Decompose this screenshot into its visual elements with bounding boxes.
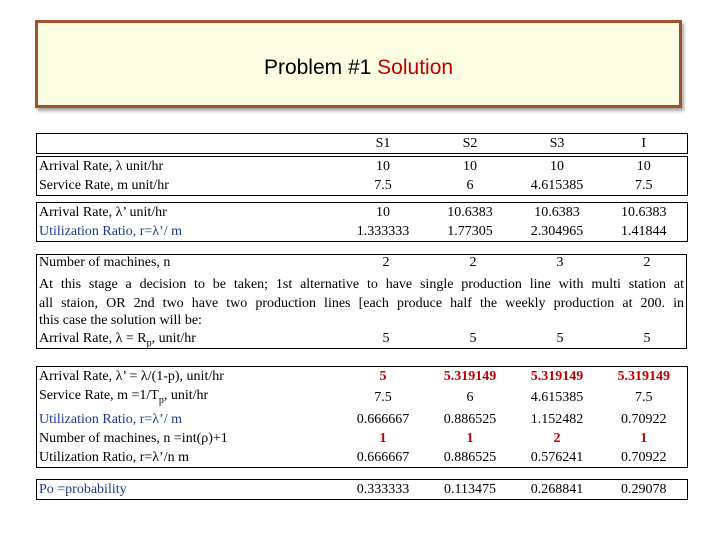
cell: 1 bbox=[379, 430, 387, 446]
cell: 0.29078 bbox=[621, 482, 667, 497]
table-row bbox=[37, 410, 688, 429]
cell: 7.5 bbox=[374, 390, 392, 406]
title-highlight: Solution bbox=[377, 56, 454, 79]
probability-table bbox=[36, 479, 688, 500]
cell: 1.77305 bbox=[447, 224, 493, 239]
cell: 6 bbox=[466, 390, 474, 406]
row-label: Po =probability bbox=[39, 482, 127, 497]
title-prefix: Problem #1 bbox=[263, 56, 378, 79]
cell: 2 bbox=[643, 255, 651, 270]
row-label: Arrival Rate, λ’ = λ/(1-p), unit/hr bbox=[39, 369, 224, 384]
row-label: Utilization Ratio, r=λ’/n m bbox=[39, 449, 189, 465]
cell: 7.5 bbox=[374, 178, 392, 193]
cell: 1.152482 bbox=[530, 411, 584, 427]
col-header-i: I bbox=[641, 136, 647, 151]
col-header-s3: S3 bbox=[549, 136, 565, 151]
title-box bbox=[35, 20, 682, 108]
row-label: Arrival Rate, λ unit/hr bbox=[39, 159, 164, 174]
cell: 0.268841 bbox=[530, 482, 584, 497]
label-tail: , unit/hr bbox=[163, 388, 209, 403]
slide-title bbox=[38, 56, 679, 80]
cell: 3 bbox=[556, 255, 564, 270]
cell: 10.6383 bbox=[447, 205, 493, 220]
row-label: Arrival Rate, λ’ unit/hr bbox=[39, 205, 167, 220]
table-row bbox=[37, 157, 688, 177]
cell: 2 bbox=[469, 255, 477, 270]
cell: 5.319149 bbox=[443, 369, 497, 384]
cell: 0.333333 bbox=[356, 482, 410, 497]
label-main: Arrival Rate, λ = R bbox=[39, 331, 147, 346]
cell: 0.576241 bbox=[530, 449, 584, 465]
cell: 7.5 bbox=[635, 178, 653, 193]
cell: 1 bbox=[640, 430, 648, 446]
cell: 5.319149 bbox=[530, 369, 584, 384]
cell: 1.333333 bbox=[356, 224, 410, 239]
results-table bbox=[36, 366, 688, 468]
cell: 7.5 bbox=[635, 390, 653, 406]
cell: 10 bbox=[463, 159, 477, 174]
cell: 10.6383 bbox=[621, 205, 667, 220]
col-header-s2: S2 bbox=[462, 136, 478, 151]
label-main: Service Rate, m =1/T bbox=[39, 388, 159, 403]
row-label: Number of machines, n =int(ρ)+1 bbox=[39, 430, 228, 446]
cell: 1.41844 bbox=[621, 224, 667, 239]
utilization-table bbox=[36, 202, 688, 242]
table-row bbox=[37, 176, 688, 196]
cell: 1 bbox=[466, 430, 474, 446]
cell: 4.615385 bbox=[530, 178, 584, 193]
cell: 5 bbox=[382, 331, 390, 346]
cell: 0.666667 bbox=[356, 411, 410, 427]
paragraph-line-3: this case the solution will be: bbox=[39, 313, 202, 328]
cell: 0.886525 bbox=[443, 411, 497, 427]
table-row bbox=[37, 222, 688, 242]
cell: 0.886525 bbox=[443, 449, 497, 465]
cell: 5 bbox=[379, 369, 387, 384]
rates-table bbox=[36, 156, 688, 196]
cell: 2 bbox=[553, 430, 561, 446]
cell: 2.304965 bbox=[530, 224, 584, 239]
cell: 6 bbox=[466, 178, 474, 193]
cell: 10 bbox=[376, 159, 390, 174]
header-table bbox=[36, 133, 688, 154]
row-label bbox=[37, 386, 340, 410]
cell: 10 bbox=[376, 205, 390, 220]
cell: 10 bbox=[636, 159, 651, 174]
row-label: Utilization Ratio, r=λ’/ m bbox=[39, 224, 182, 239]
label-sub: p bbox=[158, 394, 164, 406]
cell: 0.113475 bbox=[444, 482, 496, 497]
arrival-rate-label bbox=[39, 331, 196, 349]
decision-paragraph bbox=[36, 254, 687, 349]
label-tail: , unit/hr bbox=[151, 331, 196, 346]
cell: 5 bbox=[469, 331, 477, 346]
cell: 0.70922 bbox=[621, 411, 667, 427]
cell: 4.615385 bbox=[530, 390, 584, 406]
table-row bbox=[37, 386, 688, 410]
cell: 2 bbox=[382, 255, 390, 270]
cell: 0.70922 bbox=[621, 449, 667, 465]
col-header-s1: S1 bbox=[375, 136, 391, 151]
paragraph-line-2: all staion, OR 2nd two have two production lines [each produce half the weekly production at 200. in bbox=[39, 296, 684, 311]
cell: 0.666667 bbox=[356, 449, 410, 465]
cell: 5 bbox=[643, 331, 651, 346]
cell: 10.6383 bbox=[534, 205, 580, 220]
cell: 5 bbox=[556, 331, 564, 346]
label-sub: p bbox=[146, 337, 152, 349]
table-row bbox=[37, 367, 688, 387]
cell: 5.319149 bbox=[617, 369, 670, 384]
cell: 10 bbox=[550, 159, 564, 174]
table-row bbox=[37, 448, 688, 468]
table-row bbox=[37, 480, 688, 500]
machines-label: Number of machines, n bbox=[39, 255, 171, 270]
row-label: Service Rate, m unit/hr bbox=[39, 178, 169, 193]
paragraph-line-1: At this stage a decision to be taken; 1st alternative to have single production line with multi station at bbox=[39, 277, 684, 292]
table-row bbox=[37, 203, 688, 223]
row-label: Utilization Ratio, r=λ’/ m bbox=[39, 411, 182, 427]
table-row bbox=[37, 429, 688, 448]
